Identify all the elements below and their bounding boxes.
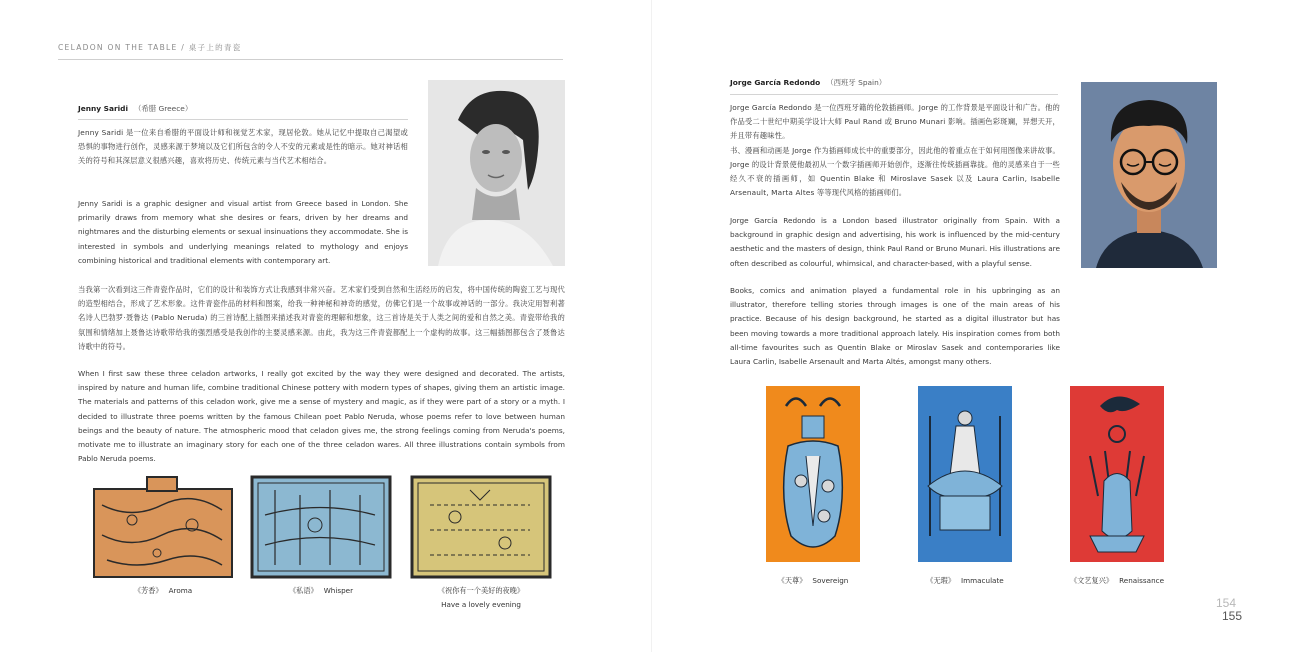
artwork-immaculate bbox=[918, 386, 1012, 562]
artist-name: Jorge García Redondo bbox=[730, 78, 821, 87]
name-rule-right bbox=[730, 94, 1058, 95]
artwork-aroma bbox=[92, 475, 234, 579]
spread-gutter bbox=[651, 0, 652, 652]
artist-country: （希腊 Greece） bbox=[134, 104, 193, 113]
statement-en-left: When I first saw these three celadon artworks, I really got excited by the way they were designed and decorated. The artists, inspired by nature and human life, combine traditional Chinese pottery with modern types of shapes, giving them an artistic image. The materials and patterns of this celadon work, give me a sense of mystery and magic, as if they were part of a story or a myth. I decided to illustrate three poems written by the famous Chilean poet Pablo Neruda, whose poems refer to love between human beings and the beauty of nature. The atmospheric mood that celadon gives me, the strong feelings coming from Neruda's poems, motivate me to illustrate an imaginary story for each one of the three celadon wares. All three illustrations contain symbols from Pablo Neruda poems. bbox=[78, 369, 565, 464]
artwork-have-a-lovely-evening bbox=[410, 475, 552, 579]
caption-renaissance: 《文艺复兴》 Renaissance bbox=[1069, 576, 1164, 585]
portrait-photo-jenny-saridi bbox=[428, 80, 565, 266]
bio-cn-left: Jenny Saridi 是一位来自希腊的平面设计师和视觉艺术家，现居伦敦。她从记忆中提取自己渴望或恐惧的事物进行创作，灵感来源于梦境以及它们所包含的令人不安的元素或是性的暗示。她对神话相关的符号和其深层意义很感兴趣，喜欢将历史、传统元素与当代艺术相结合。 bbox=[78, 128, 408, 166]
page-number-left: 154 bbox=[1216, 596, 1237, 610]
statement-cn-left: 当我第一次看到这三件青瓷作品时，它们的设计和装饰方式让我感到非常兴奋。艺术家们受到自然和生活经历的启发，将中国传统的陶瓷工艺与现代的造型相结合，形成了艺术形象。这件青瓷作品的材料和图案，给我一种神秘和神奇的感觉，仿佛它们是一个故事或神话的一部分。我决定用智利著名诗人巴勃罗·聂鲁达 (Pablo Neruda) 的三首诗配上插图来描述我对青瓷的理解和想象，这三首诗是关于人类之间的爱和自然之美。青瓷带给我的氛围和情绪加上聂鲁达诗歌带给我的强烈感受是我创作的主要灵感来源。由此，我为这三件青瓷都配上一个虚构的故事。这三幅插图都包含了聂鲁达诗歌中的符号。 bbox=[78, 285, 565, 351]
artwork-sovereign bbox=[766, 386, 860, 562]
caption-aroma: 《芳香》 Aroma bbox=[133, 586, 193, 595]
artist-heading-left bbox=[78, 103, 192, 114]
bio-en-left: Jenny Saridi is a graphic designer and visual artist from Greece based in London. She primarily draws from memory what she desires or fears, driven by her dreams and nightmares and the disturbing elements or sexual insinuations they accommodate. She is interested in symbols and underlying meanings related to mythology and enjoys combining historical and traditional elements with contemporary art. bbox=[78, 199, 408, 265]
bio-en-right-2: Books, comics and animation played a fundamental role in his upbringing as an illustrator, therefore telling stories through images is one of the main areas of his practice. Because of his design background, he started as a digital illustrator but has been moving towards a more traditional approach lately. His inspiration comes from both all-time favourites such as Quentin Blake or Miroslav Sasek and contemporaries like Laura Carlin, Isabelle Arsenault and Marta Altés, amongst many others. bbox=[730, 286, 1060, 367]
bio-cn-right: Jorge García Redondo 是一位西班牙籍的伦敦插画师。Jorge 的工作背景是平面设计和广告。他的作品受二十世纪中期美学设计大师 Paul Rand 或 Bruno Munari 影响。插画色彩斑斓，异想天开，并且带有趣味性。 书、漫画和动画是 Jorge 作为插画师成长中的重要部分，因此他的着重点在于如何用图像来讲故事。Jorge 的设计背景使他最初从一个数字插画师开始创作，逐渐往传统插画靠拢。他的灵感来自于一些经久不衰的插画师，如 Quentin Blake 和 Miroslave Sasek 以及 Laura Carlin, Isabelle Arsenault, Marta Altes 等等现代风格的插画师们。 bbox=[730, 103, 1060, 198]
caption-immaculate: 《无瑕》 Immaculate bbox=[926, 576, 1004, 585]
running-head: CELADON ON THE TABLE / 桌子上的青瓷 bbox=[58, 43, 242, 52]
artist-heading-right bbox=[730, 77, 886, 88]
artwork-whisper bbox=[250, 475, 392, 579]
caption-sovereign: 《天尊》 Sovereign bbox=[777, 576, 849, 585]
caption-have-a-lovely-evening-en: Have a lovely evening bbox=[441, 600, 521, 609]
bio-en-right-1: Jorge García Redondo is a London based illustrator originally from Spain. With a background in graphic design and advertising, his work is influenced by the mid-century aesthetic and the masters of design, think Paul Rand or Bruno Munari. His illustrations are often described as colourful, whimsical, and character-based, with a playful sense. bbox=[730, 216, 1060, 268]
caption-have-a-lovely-evening-cn: 《祝你有一个美好的夜晚》 bbox=[437, 586, 525, 595]
caption-whisper: 《私语》 Whisper bbox=[288, 586, 354, 595]
artist-name: Jenny Saridi bbox=[78, 104, 128, 113]
page-number-right: 155 bbox=[1222, 609, 1243, 623]
portrait-illustration-jorge-garcia-redondo bbox=[1081, 82, 1217, 268]
name-rule-left bbox=[78, 119, 408, 120]
artist-country: （西班牙 Spain） bbox=[826, 78, 887, 87]
artwork-renaissance bbox=[1070, 386, 1164, 562]
header-rule bbox=[58, 59, 563, 60]
